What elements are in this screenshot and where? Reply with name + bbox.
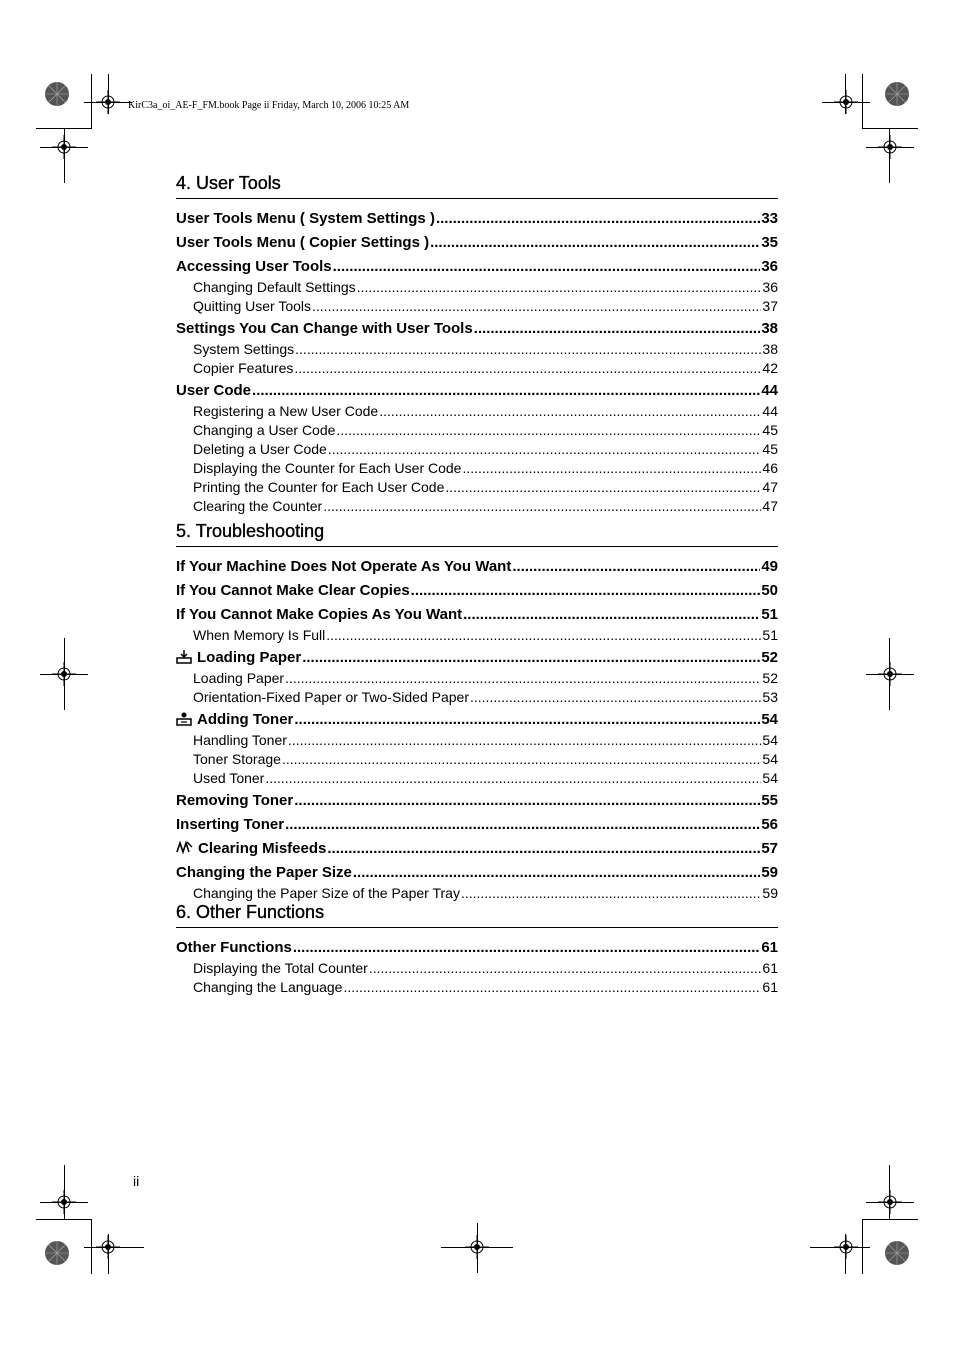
toc-entry-title bbox=[193, 769, 264, 788]
dot-leader bbox=[470, 688, 761, 707]
toc-entry-title bbox=[193, 402, 378, 421]
toc-entry-title bbox=[193, 359, 293, 378]
section-title: 4. User Tools bbox=[176, 173, 281, 193]
toc-page-number: 61 bbox=[762, 960, 778, 976]
toc-entry-text: If You Cannot Make Clear Copies bbox=[176, 582, 410, 599]
toc-page-number: 33 bbox=[761, 210, 778, 227]
toc-subentry bbox=[176, 688, 778, 707]
toc-entry-title bbox=[176, 580, 410, 602]
dot-leader bbox=[369, 959, 762, 978]
toc-page-number: 57 bbox=[761, 840, 778, 857]
toc-entry-text: If You Cannot Make Copies As You Want bbox=[176, 606, 463, 623]
toc-entry-text: Copier Features bbox=[193, 360, 294, 376]
misfeed-icon bbox=[176, 840, 193, 862]
toc-page-number: 56 bbox=[761, 816, 778, 833]
toc-subentry bbox=[176, 497, 778, 516]
toc-page-number: 54 bbox=[762, 732, 778, 748]
toc-page-number: 45 bbox=[762, 422, 778, 438]
toc-page-number: 59 bbox=[761, 864, 778, 881]
toc-entries bbox=[176, 937, 778, 997]
dot-leader bbox=[285, 669, 761, 688]
toc-entry-text: System Settings bbox=[193, 341, 295, 357]
toc-entry-text: Handling Toner bbox=[193, 732, 287, 748]
dot-leader bbox=[327, 838, 760, 860]
dot-leader bbox=[294, 709, 760, 731]
dot-leader bbox=[463, 604, 760, 626]
file-info-header: KirC3a_oi_AE-F_FM.book Page ii Friday, March 10, 2006 10:25 AM bbox=[128, 100, 410, 111]
toc-entry-title bbox=[193, 440, 327, 459]
toc-page-number: 54 bbox=[762, 751, 778, 767]
toc-subentry bbox=[176, 359, 778, 378]
dot-leader bbox=[295, 340, 761, 359]
toc-page-number: 59 bbox=[762, 885, 778, 901]
toc-entry-text: Registering a New User Code bbox=[193, 403, 379, 419]
toc-page-number: 36 bbox=[761, 258, 778, 275]
toc-entry-title bbox=[193, 688, 469, 707]
dot-leader bbox=[252, 380, 760, 402]
toc-subentry bbox=[176, 440, 778, 459]
toc-entry-title bbox=[193, 340, 294, 359]
toc-entry-text: Changing a User Code bbox=[193, 422, 336, 438]
toc-entry-text: When Memory Is Full bbox=[193, 627, 326, 643]
toc-entry-title bbox=[176, 232, 429, 254]
toc-entry bbox=[176, 580, 778, 602]
add-toner-icon bbox=[176, 711, 192, 733]
toc-entry-title bbox=[176, 709, 293, 733]
toc-entry-title bbox=[193, 297, 311, 316]
toc-entry-text: Displaying the Total Counter bbox=[193, 960, 368, 976]
toc-page-number: 61 bbox=[762, 979, 778, 995]
toc-entry bbox=[176, 208, 778, 230]
dot-leader bbox=[265, 769, 761, 788]
toc-entry-text: Loading Paper bbox=[197, 649, 302, 666]
dot-leader bbox=[285, 814, 760, 836]
toc-entry-title bbox=[193, 478, 444, 497]
toc-subentry bbox=[176, 959, 778, 978]
toc-page-number: 54 bbox=[762, 770, 778, 786]
section-title: 6. Other Functions bbox=[176, 902, 325, 922]
toc-subentry bbox=[176, 731, 778, 750]
toc-entry bbox=[176, 380, 778, 402]
toc-entry-title bbox=[193, 669, 284, 688]
toc-entry bbox=[176, 790, 778, 812]
toc-subentry bbox=[176, 750, 778, 769]
toc-page-number: 35 bbox=[761, 234, 778, 251]
dot-leader bbox=[474, 318, 761, 340]
dot-leader bbox=[333, 256, 761, 278]
toc-page-number: 53 bbox=[762, 689, 778, 705]
toc-page-number: 42 bbox=[762, 360, 778, 376]
toc-page-number: 61 bbox=[761, 939, 778, 956]
toc-page-number: 51 bbox=[761, 606, 778, 623]
toc-subentry bbox=[176, 340, 778, 359]
toc-entry-title bbox=[176, 208, 435, 230]
toc-subentry bbox=[176, 769, 778, 788]
section-rule bbox=[176, 927, 778, 928]
dot-leader bbox=[436, 208, 760, 230]
toc-entry-text: Clearing Misfeeds bbox=[198, 840, 327, 857]
dot-leader bbox=[293, 937, 760, 959]
page-number: ii bbox=[133, 1173, 140, 1189]
dot-leader bbox=[323, 497, 761, 516]
dot-leader bbox=[353, 862, 760, 884]
toc-page-number: 37 bbox=[762, 298, 778, 314]
toc-entry bbox=[176, 862, 778, 884]
color-wheel-icon bbox=[44, 81, 70, 107]
toc-entry-title bbox=[193, 278, 356, 297]
dot-leader bbox=[326, 626, 761, 645]
toc-entry bbox=[176, 709, 778, 731]
toc-subentry bbox=[176, 278, 778, 297]
toc-subentry bbox=[176, 459, 778, 478]
toc-entry-text: Settings You Can Change with User Tools bbox=[176, 320, 473, 337]
toc-entry-text: Changing the Language bbox=[193, 979, 343, 995]
dot-leader bbox=[294, 359, 761, 378]
toc-entry-text: User Tools Menu ( System Settings ) bbox=[176, 210, 435, 227]
toc-subentry bbox=[176, 626, 778, 645]
toc-entry-text: Deleting a User Code bbox=[193, 441, 327, 457]
toc-entry-text: Clearing the Counter bbox=[193, 498, 323, 514]
dot-leader bbox=[462, 459, 761, 478]
toc-entry bbox=[176, 814, 778, 836]
color-wheel-icon bbox=[884, 1240, 910, 1266]
toc-entry-text: Changing the Paper Size bbox=[176, 864, 352, 881]
toc-page-number: 50 bbox=[761, 582, 778, 599]
toc-entry bbox=[176, 647, 778, 669]
toc-entry-text: Toner Storage bbox=[193, 751, 281, 767]
toc-entry-title bbox=[193, 459, 461, 478]
toc-entry-text: Loading Paper bbox=[193, 670, 285, 686]
toc-page-number: 44 bbox=[762, 403, 778, 419]
toc-entry-title bbox=[176, 380, 251, 402]
toc-page-number: 55 bbox=[761, 792, 778, 809]
color-wheel-icon bbox=[44, 1240, 70, 1266]
toc-entry-title bbox=[176, 814, 284, 836]
section-rule bbox=[176, 198, 778, 199]
toc-entry-title bbox=[176, 256, 332, 278]
dot-leader bbox=[411, 580, 761, 602]
dot-leader bbox=[312, 297, 761, 316]
toc-subentry bbox=[176, 478, 778, 497]
dot-leader bbox=[357, 278, 762, 297]
toc-subentry bbox=[176, 402, 778, 421]
toc-entry bbox=[176, 556, 778, 578]
section-user-tools bbox=[176, 171, 778, 516]
toc-entry bbox=[176, 937, 778, 959]
toc-entry-text: Used Toner bbox=[193, 770, 265, 786]
toc-entry bbox=[176, 838, 778, 860]
toc-entry-text: Other Functions bbox=[176, 939, 292, 956]
toc-entry-text: If Your Machine Does Not Operate As You Want bbox=[176, 558, 512, 575]
toc-page-number: 38 bbox=[762, 341, 778, 357]
toc-entry-title bbox=[193, 959, 368, 978]
dot-leader bbox=[445, 478, 761, 497]
toc-entry-text: Printing the Counter for Each User Code bbox=[193, 479, 445, 495]
toc-entry-title bbox=[176, 937, 292, 959]
toc-entry bbox=[176, 604, 778, 626]
toc-page-number: 47 bbox=[762, 479, 778, 495]
dot-leader bbox=[430, 232, 760, 254]
color-wheel-icon bbox=[884, 81, 910, 107]
toc-entry-title bbox=[176, 838, 326, 862]
toc-entry bbox=[176, 318, 778, 340]
toc-entry-text: Changing the Paper Size of the Paper Tray bbox=[193, 885, 460, 901]
dot-leader bbox=[288, 731, 762, 750]
toc-page-number: 49 bbox=[761, 558, 778, 575]
section-rule bbox=[176, 546, 778, 547]
toc-entry-text: Displaying the Counter for Each User Code bbox=[193, 460, 462, 476]
dot-leader bbox=[512, 556, 760, 578]
toc-entry-title bbox=[193, 421, 335, 440]
toc-entry-text: Removing Toner bbox=[176, 792, 294, 809]
dot-leader bbox=[343, 978, 761, 997]
toc-subentry bbox=[176, 669, 778, 688]
toc-page-number: 47 bbox=[762, 498, 778, 514]
toc-entry-title bbox=[176, 604, 462, 626]
toc-entry-title bbox=[176, 556, 511, 578]
toc-entry-text: Inserting Toner bbox=[176, 816, 285, 833]
section-title: 5. Troubleshooting bbox=[176, 521, 325, 541]
toc-entries bbox=[176, 556, 778, 903]
toc-entry-text: User Tools Menu ( Copier Settings ) bbox=[176, 234, 430, 251]
toc-entry-title bbox=[193, 978, 342, 997]
toc-entry-title bbox=[176, 862, 352, 884]
toc-entry-text: User Code bbox=[176, 382, 252, 399]
toc-entry bbox=[176, 232, 778, 254]
toc-entry-title bbox=[176, 318, 473, 340]
toc-page-number: 52 bbox=[761, 649, 778, 666]
toc-entry-text: Adding Toner bbox=[197, 711, 294, 728]
toc-page-number: 36 bbox=[762, 279, 778, 295]
toc-page-number: 54 bbox=[761, 711, 778, 728]
toc-entry-text: Changing Default Settings bbox=[193, 279, 356, 295]
toc-entry-title bbox=[176, 790, 293, 812]
toc-entry-title bbox=[193, 731, 287, 750]
toc-entry-title bbox=[193, 750, 281, 769]
dot-leader bbox=[294, 790, 760, 812]
toc-entry-title bbox=[176, 647, 301, 671]
toc-entry-title bbox=[193, 497, 322, 516]
load-paper-icon bbox=[176, 649, 192, 671]
dot-leader bbox=[328, 440, 762, 459]
dot-leader bbox=[302, 647, 760, 669]
toc-entry-text: Quitting User Tools bbox=[193, 298, 312, 314]
section-troubleshooting bbox=[176, 519, 778, 903]
dot-leader bbox=[379, 402, 761, 421]
toc-page-number: 52 bbox=[762, 670, 778, 686]
toc-subentry bbox=[176, 297, 778, 316]
toc-entry bbox=[176, 256, 778, 278]
toc-page-number: 38 bbox=[761, 320, 778, 337]
toc-page-number: 51 bbox=[762, 627, 778, 643]
toc-page-number: 46 bbox=[762, 460, 778, 476]
toc-entry-title bbox=[193, 626, 325, 645]
dot-leader bbox=[336, 421, 761, 440]
toc-subentry bbox=[176, 421, 778, 440]
toc-entry-text: Orientation-Fixed Paper or Two-Sided Paper bbox=[193, 689, 469, 705]
dot-leader bbox=[282, 750, 761, 769]
toc-subentry bbox=[176, 978, 778, 997]
toc-entry-text: Accessing User Tools bbox=[176, 258, 332, 275]
toc-page-number: 44 bbox=[761, 382, 778, 399]
toc-page-number: 45 bbox=[762, 441, 778, 457]
toc-entries bbox=[176, 208, 778, 516]
section-other-functions bbox=[176, 900, 778, 997]
